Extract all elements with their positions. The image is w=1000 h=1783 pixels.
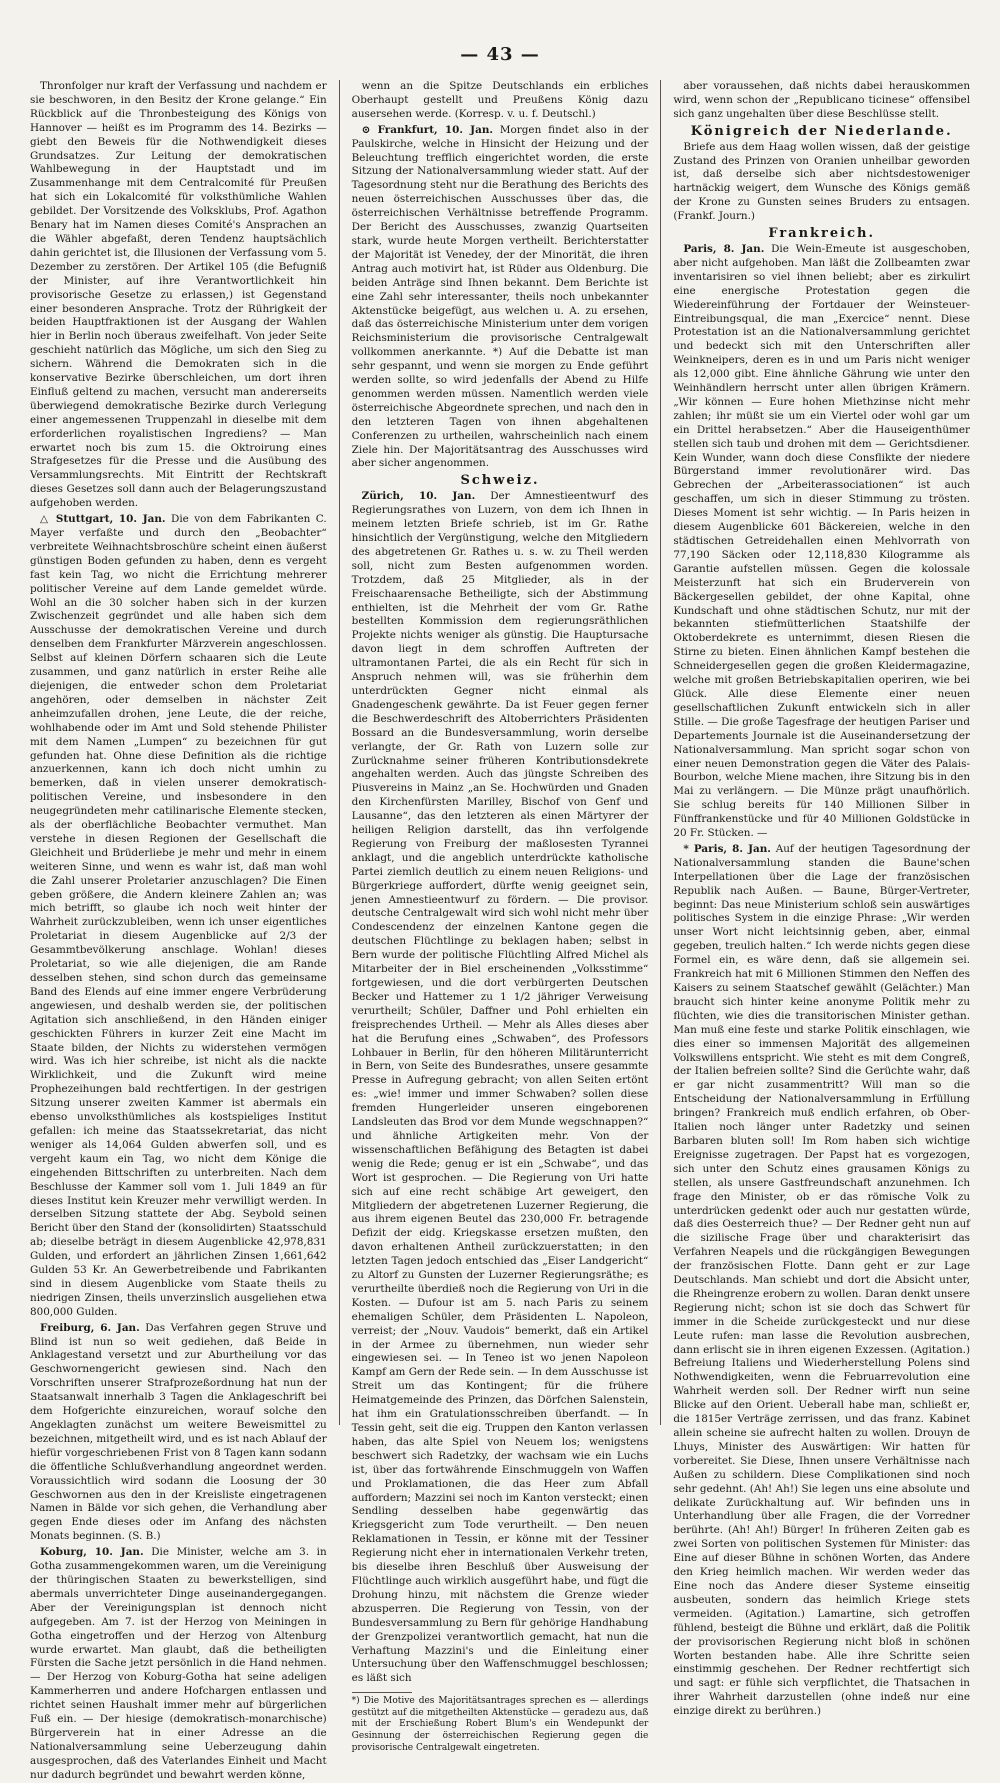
paragraph: Briefe aus dem Haag wollen wissen, daß der geistige Zustand des Prinzen von Oranien unheilbar geworden ist, daß derselbe sich aber nichtsdestoweniger hartnäckig weigert, dem Wunsche des Königs gemäß der Krone zu Gunsten seines Bruders zu entsagen. (Frankf. Journ.) [673,140,971,223]
paragraph [352,490,649,1686]
page-number: — 43 — [460,44,540,65]
article-text: Morgen findet also in der Paulskirche, welche in Hinsicht der Heizung und der Beleuchtung trefflich eingerichtet worden, die erste Sitzung der Nationalversammlung wieder statt. Auf der Tagesordnung steht nur die Berathung des Berichts des neuen österreichischen Ausschusses über das, die österreichischen Verhältnisse betreffende Programm. Der Bericht des Ausschusses, zwanzig Quartseiten stark, wurde heute Morgen vertheilt. Berichterstatter der Majorität ist Venedey, der der Minorität, die ihren Antrag auch motivirt hat, ist Rüder aus Oldenburg. Die beiden Anträge sind Ihnen bekannt. Dem Berichte ist eine Zahl sehr interessanter, theils noch unbekannter Aktenstücke beigefügt, aus welchen u. A. zu ersehen, daß das österreichische Ministerium unter dem vorigen Reichsministerium die provisorische Centralgewalt vollkommen anerkannte. *) Auf die Debatte ist man sehr gespannt, und wenn sie morgen zu Ende geführt werden sollte, so wird jedenfalls der Abend zu Hilfe genommen werden müssen. Namentlich werden viele österreichische Abgeordnete sprechen, und nach den in den letzteren Tagen von ihnen abgehaltenen Conferenzen zu urtheilen, wahrscheinlich nach einem Ziele hin. Der Majoritätsantrag des Ausschusses wird aber sicher angenommen. [351,123,649,470]
paragraph [30,513,327,1320]
article-text: Die Minister, welche am 3. in Gotha zusammengekommen waren, um die Vereinigung der thüringischen Staaten zu bewerkstelligen, sind abermals unverrichteter Dinge auseinandergegangen. Aber der Vereinigungsplan ist dennoch nicht aufgegeben. Am 7. ist der Herzog von Meiningen in Gotha eingetroffen und der Herzog von Altenburg wurde erwartet. Man glaubt, daß die betheiligten Fürsten die Sache jetzt persönlich in die Hand nehmen. — Der Herzog von Koburg-Gotha hat seine adeligen Kammerherren und andere Hofchargen entlassen und richtet seinen Haushalt immer mehr auf bürgerlichen Fuß ein. — Der hiesige (demokratisch-monarchische) Bürgerverein hat in einer Adresse an die Nationalversammlung seine Ueberzeugung dahin ausgesprochen, daß des Vaterlandes Einheit und Macht nur dadurch begründet und bewahrt werden könne, [30,1546,327,1781]
column-divider [339,80,340,1425]
paragraph [673,843,970,1719]
article-text: Der Amnestieentwurf des Regierungsrathes von Luzern, von dem ich Ihnen in meinem letzten Briefe schrieb, ist im Gr. Rathe hinsichtlich der Vergünstigung, welche den Mitgliedern des abgetretenen Gr. Rathes u. s. w. zu Theil werden soll, nicht zum Besten aufgenommen worden. Trotzdem, daß 25 Mitglieder, als in der Freischaarensache Betheiligte, sich der Abstimmung enthielten, ist die Mehrheit der vom Gr. Rathe bestellten Kommission dem regierungsräthlichen Projekte nichts weniger als günstig. Die Hauptursache davon liegt in dem schroffen Auftreten der ultramontanen Partei, die als ein Recht für sich in Anspruch nehmen will, was sie früherhin dem unterdrückten Gegner nicht einmal als Gnadengeschenk gewährte. Da ist Feuer gegen ferner die Beschwerdeschrift des Altoberrichters Präsidenten Bossard an die Bundesversammlung, worin derselbe verlangte, der Gr. Rath von Luzern solle zur Zurücknahme seiner früheren Kontributionsdekrete angehalten werden. Auch das jüngste Schreiben des Piusvereins in Mainz „an Se. Hochwürden und Gnaden den Kirchenfürsten Marilley, Bischof von Genf und Lausanne“, das den letzteren als einen Märtyrer der heiligen Religion darstellt, das ihn verfolgende Regierung von Freiburg der maßlosesten Tyrannei anklagt, und die angeblich unterdrückte katholische Partei ziemlich deutlich zu einem neuen Religions- und Bürgerkriege auffordert, dürfte wenig geeignet sein, jenen Amnestieentwurf zu fördern. — Die provisor. deutsche Centralgewalt wird sich wohl nicht mehr über Condescendenz der einzelnen Kantone gegen die deutschen Flüchtlinge zu beklagen haben; selbst in Bern wurde der politische Flüchtling Alfred Michel als Mitarbeiter der in Biel erscheinenden „Volksstimme“ fortgewiesen, und die dort verbürgerten Deutschen Becker und Hattemer zu 1 1/2 jähriger Verweisung verurtheilt; Schüler, Daffner und Pohl erhielten ein freisprechendes Urtheil. — Mehr als Alles dieses aber hat die Berufung eines „Schwaben“, des Professors Lohbauer in Berlin, für den höheren Militärunterricht in Bern, von Seite des Bundesrathes, unsere gesammte Presse in Aufregung gebracht; von allen Seiten ertönt es: „wie! immer und immer Schwaben? sollen diese fremden Hungerleider unseren eingeborenen Landsleuten das Brod vor dem Munde wegschnappen?“ und ähnliche Artigkeiten mehr. Von der wissenschaftlichen Befähigung des Betagten ist dabei wenig die Rede; genug er ist ein „Schwabe“, und das Wort ist gesprochen. — Die Regierung von Uri hatte sich auf eine recht schäbige Art geweigert, den Mitgliedern der abgetretenen Luzerner Regierung, die aus ihrem eigenen Beutel das 230,000 Fr. betragende Defizit der eidg. Kriegskasse ersetzen mußten, den davon erhaltenen Antheil zurückzuerstatten; in den letzten Tagen jedoch entschied das „Eiser Landgericht“ zu Altorf zu Gunsten der Luzerner Regierungsräthe; es verurtheilte überdieß noch die Regierung von Uri in die Kosten. — Dufour ist am 5. nach Paris zu seinem ehemaligen Schüler, dem Präsidenten L. Napoleon, verreist; der „Nouv. Vaudois“ bemerkt, daß ein Artikel in der Armee zu übernehmen, nun wieder sehr eingewiesen sei. — In Teneo ist wo jenen Napoleon Kampf am Gern der Rede sein. — In dem Ausschusse ist Streit um das Kontingent; für die frühere Heimatgemeinde des Prinzen, das Dörfchen Salenstein, hat ihm ein Gratulationsschreiben überfandt. — In Tessin geht, seit die eig. Truppen den Kanton verlassen haben, das alte Spiel von Neuem los; wenigstens beschwert sich Radetzky, der wachsam wie ein Luchs ist, über das fortwährende Einschmuggeln von Waffen und Proklamationen, die das Heer zum Abfall auffordern; Mazzini sei noch im Kanton versteckt; einen Sendling desselben habe gegenwärtig das Kriegsgericht zum Tode verurtheilt. — Den neuen Reklamationen in Tessin, er könne mit der Tessiner Regierung nicht eher in internationalen Verkehr treten, bis dieselbe ihren Beschluß über Ausweisung der Flüchtlinge auch wirklich ausgeführt habe, und fügt die Drohung hinzu, mit nächstem die Grenze wieder abzusperren. Die Regierung von Tessin, von der Bundesversammlung zu Bern für gehörige Handhabung der Grenzpolizei verantwortlich gemacht, hat nun die Verhaftung Mazzini's und die Einleitung einer Untersuchung über den Waffenschmuggel beschlossen; es läßt sich [351,490,649,1685]
dateline-zuerich: Zürich, 10. Jan. [361,490,476,503]
section-heading-niederlande: Königreich der Niederlande. [690,123,953,139]
dateline-frankfurt: ⊙ Frankfurt, 10. Jan. [361,123,493,136]
column-1 [30,80,327,1781]
footnote: *) Die Motive des Majoritätsantrages sprechen es — allerdings gestützt auf die mitgetheilten Aktenstücke — geradezu aus, daß mit der Erschießung Robert Blum's ein Wendepunkt der Gesinnung der österreichischen Regierung gegen die provisorische Centralgewalt eingetreten. [351,1696,649,1753]
dateline-freiburg: Freiburg, 6. Jan. [40,1321,140,1334]
column-2 [351,80,649,1753]
paragraph [30,1546,327,1782]
section-heading-frankreich: Frankreich. [768,226,876,242]
article-text: Die Wein-Emeute ist ausgeschoben, aber nicht aufgehoben. Man läßt die Zollbeamten zwar inventarisiren so viel ihnen beliebt; aber es zirkulirt eine energische Protestation gegen die Wiedereinführung der Fortdauer der Weinsteuer-Eintreibungsqual, die man „Exercice“ nennt. Diese Protestation ist an die Nationalversammlung gerichtet und bedeckt sich mit den Unterschriften aller Weinkneipers, deren es in und um Paris nicht weniger als 12,000 gibt. Eine ähnliche Gährung wie unter den Weinhändlern herrscht unter allen übrigen Krämern. „Wir können — Eure hohen Miethzinse nicht mehr zahlen; ihr müßt sie um ein Viertel oder wohl gar um ein Drittel herabsetzen.“ Aber die Hauseigenthümer stellen sich taub und drohen mit dem — Gerichtsdiener. Kein Wunder, wann doch diese Consflikte der niedere Bürgerstand immer revolutionärer wird. Das Gebrechen der „Arbeiterassociationen“ ist auch geschaffen, um sich in dieser Stimmung zu trösten. Dieses Moment ist sehr wichtig. — In Paris heizen in diesem Augenblicke 601 Bäckereien, welche in den städtischen Getreidehallen einen Mehlvorrath von 77,190 Säcken oder 12,118,830 Kilogramme als Garantie aufstellen müssen. Gegen die kolossale Meisterzunft hat sich ein Bruderverein von Bäckergesellen gebildet, der ohne Kapital, ohne Kundschaft und ohne städtischen Schutz, nur mit der bekannten stiefmütterlichen Staatshilfe der Oktoberdekrete es unternimmt, diesen Riesen die Stirne zu bieten. Einen ähnlichen Kampf bestehen die Schneidergesellen gegen die großen Kleidermagazine, welche mit großen Betriebskapitalien operiren, wie bei Glück. Alle diese Elemente einer neuen gesellschaftlichen Zukunft entwickeln sich in aller Stille. — Die große Tagesfrage der heutigen Pariser und Departements Journale ist die Auseinandersetzung der Nationalversammlung. Man spricht sogar schon von einer neuen Demonstration gegen die Väter des Palais-Bourbon, welche Miene machen, ihre Sitzung bis in den Mai zu verlängern. — Die Münze prägt unaufhörlich. Sie schlug bereits für 140 Millionen Silber in Fünffrankenstücke und für 40 Millionen Goldstücke in 20 Fr. Stücken. — [673,242,971,840]
dateline-paris: Paris, 8. Jan. [683,242,765,255]
paragraph [352,124,649,472]
dateline-paris-2: * Paris, 8. Jan. [683,842,771,855]
paragraph: wenn an die Spitze Deutschlands ein erbliches Oberhaupt gestellt und Preußens König dazu ausersehen werde. (Korresp. v. u. f. Deutschl.) [351,80,649,120]
newspaper-columns [30,80,971,1781]
article-text: Auf der heutigen Tagesordnung der Nationalversammlung standen die Baune'schen Interpellationen über die Lage der französischen Republik nach Außen. — Baune, Bürger-Vertreter, beginnt: Das neue Ministerium schloß sein auswärtiges politisches System in die einzige Phrase: „Wir werden unser Wort nicht leichtsinnig geben, aber, einmal gegeben, treulich halten.“ Ich werde nichts gegen diese Formel ein, es wäre denn, daß sie allgemein sei. Frankreich hat mit 6 Millionen Stimmen den Neffen des Kaisers zu seinem Staatschef gewählt (Gelächter.) Man braucht sich hinter keine anonyme Politik mehr zu flüchten, wie dies die transitorischen Minister gethan. Man muß eine feste und starke Politik einschlagen, wie dies einer so immensen Majorität des allgemeinen Volkswillens entspricht. Wie steht es mit dem Congreß, der Italien befreien sollte? Sind die Gerüchte wahr, daß er gar nicht zusammentritt? Will man so die Entscheidung der Nationalversammlung in Erfüllung bringen? Frankreich muß endlich erfahren, ob Ober-Italien noch länger unter Radetzky und seinen Barbaren bluten soll! Im Rom haben sich wichtige Ereignisse zugetragen. Der Papst hat es vorgezogen, sich unter den Schutz eines grausamen Königs zu stellen, als unsere Gastfreundschaft anzunehmen. Ich frage den Minister, ob er das römische Volk zu unterdrücken gedenkt oder auch nur gestatten würde, daß dies Oesterreich thue? — Der Redner geht nun auf die sizilische Frage über und charakterisirt das Verfahren Neapels und die rückgängigen Bewegungen der französischen Flotte. Dann geht er zur Lage Deutschlands. Man schiebt und dort die Absicht unter, die Rheingrenze erobern zu wollen. Daran denkt unsere Regierung nicht; schon ist sie doch das Schwert für immer in die Scheide zurückgesteckt und nur diese Leute rufen: man lasse die Revolution ausbrechen, dann erlischt sie in ihren eigenen Exzessen. (Agitation.) Befreiung Italiens und Wiederherstellung Polens sind Nothwendigkeiten, wenn die Februarrevolution eine Wahrheit werden soll. Der Redner wirft nun seine Blicke auf den Orient. Ueberall habe man, schließt er, die 1815er Verträge zerrissen, und das franz. Kabinet allein scheine sie aufrecht halten zu wollen. Drouyn de Lhuys, Minister des Auswärtigen: Wir hatten für vorbereitet. Sie Diese, Ihnen unsere Verhältnisse nach Außen zu schildern. Diese Complikationen sind noch sehr gedehnt. (Ah! Ah!) Sie legen uns eine absolute und delikate Zurückhaltung auf. Wir befinden uns in Unterhandlung über alle Fragen, die der Vorredner berührte. (Ah! Ah!) Bürger! In früheren Zeiten gab es zwei Sorten von politischen Systemen für Minister: das Eine auf dieser Bühne in schönen Worten, das Andere den Krieg heimlich machen. Wir werden weder das Eine noch das Andere dieser Systeme einseitig ausbeuten, sondern das heimlich Kriege stets vermeiden. (Agitation.) Lamartine, sich getroffen fühlend, besteigt die Bühne und erklärt, daß die Politik der provisorischen Regierung nicht bloß in schönen Worten bestanden habe. Alle ihre Schritte seien einstimmig geschehen. Der Redner rechtfertigt sich und sagt: er fühle sich verpflichtet, die Thatsachen in ihrer Wahrheit darzustellen (ohne indeß nur eine einzige direkt zu berühren.) [673,842,971,1718]
article-text: Die von dem Fabrikanten C. Mayer verfaßte und durch den „Beobachter“ verbreitete Weihnachtsbroschüre scheint einen äußerst günstigen Boden gefunden zu haben, denn es vergeht fast kein Tag, wo nicht die Errichtung mehrerer politischer Vereine auf dem Lande gemeldet würde. Wohl an die 30 solcher haben sich in der kurzen Zwischenzeit gegründet und alle haben sich dem Ausschusse der demokratischen Vereine und durch denselben dem Frankfurter Märzverein angeschlossen. Selbst auf kleinen Dörfern schaaren sich die Leute zusammen, und ganz natürlich in erster Reihe alle diejenigen, die entweder schon dem Proletariat angehören, oder demselben in nächster Zeit anheimzufallen drohen, jene Leute, die der reiche, wohlhabende oder im Amt und Sold stehende Philister mit dem Namen „Lumpen“ zu bezeichnen für gut gefunden hat. Ohne diese Definition als die richtige anzuerkennen, kann ich doch nicht umhin zu bemerken, daß in vielen unserer demokratisch-politischen Vereine, und insbesondere in den neugegründeten mehr catilinarische Elemente stecken, als der oberflächliche Beobachter vermuthet. Man verstehe in diesen Regionen der Gesellschaft die Gleichheit und Brüderliebe je mehr und mehr in einem weiteren Sinne, und wenn es wahr ist, daß man wohl die Zahl unserer Proletarier anzuschlagen? Die Einen geben größere, die Andern kleinere Zahlen an; was mich betrifft, so glaube ich noch weit hinter der Wahrheit zurückzubleiben, wenn ich unser eigentliches Proletariat in diesem Augenblicke auf 2/3 der Gesammtbevölkerung anschlage. Wohlan! dieses Proletariat, so wie alle diejenigen, die am Rande desselben stehen, sind schon durch das gemeinsame Band des Elends auf eine immer engere Verbrüderung angewiesen, und deshalb werden sie, der politischen Agitation sich anschließend, in den Händen einiger geschickten Führers in kurzer Zeit eine Macht im Staate bilden, der Nichts zu widerstehen vermögen wird. Was ich hier schreibe, ist nicht als die nackte Wirklichkeit, und die Zukunft wird meine Prophezeihungen bald rechtfertigen. In der gestrigen Sitzung unserer zweiten Kammer ist abermals ein ebenso unvolksthümliches als kostspieliges Institut gefallen: ich meine das Staatssekretariat, das nicht weniger als 14,064 Gulden abwerfen soll, und es vergeht kaum ein Tag, wo nicht dem Könige die eingehenden Bittschriften zu unterbreiten. Nach dem Beschlusse der Kammer soll vom 1. Juli 1849 an für dieses Institut kein Kreuzer mehr verwilligt werden. In derselben Sitzung stattete der Abg. Seybold seinen Bericht über den Stand der (konsolidirten) Staatsschuld ab; dieselbe beträgt in diesem Augenblicke 42,978,831 Gulden, und erfordert an jährlichen Zinsen 1,661,642 Gulden 53 Kr. An Gewerbetreibende und Fabrikanten sind in diesem Augenblicke vom Staate theils zu niedrigen Zinsen, theils unverzinslich ausgeliehen etwa 800,000 Gulden. [30,513,327,1318]
footnote-separator [352,1692,412,1693]
paragraph: Thronfolger nur kraft der Verfassung und nachdem er sie beschworen, in den Besitz der Krone gelange.“ Ein Rückblick auf die Thronbesteigung des Königs von Hannover — heißt es im Programm des 14. Bezirks — giebt den Beweis für die Nothwendigkeit dieses Grundsatzes. Zur Leitung der demokratischen Wahlbewegung in der Hauptstadt und im Zusammenhange mit dem Centralcomité für Preußen hat sich ein Lokalcomité für volksthümliche Wahlen gebildet. Der Vorsitzende des Volksklubs, Prof. Agathon Benary hat im Namen dieses Comité's Ansprachen an die Wähler abgefaßt, deren Tendenz hauptsächlich dahin gerichtet ist, die Illusionen der Verfassung vom 5. Dezember zu zerstören. Der Artikel 105 (die Befugniß der Minister, auf ihre Verantwortlichkeit hin provisorische Gesetze zu erlassen,) ist Gegenstand einer besonderen Ansprache. Trotz der Rührigkeit der beiden Hauptfraktionen ist der Ausgang der Wahlen hier in Berlin noch überaus zweifelhaft. Von jeder Seite geschieht natürlich das Mögliche, um sich den Sieg zu sichern. Während die Demokraten sich in die konservative Bezirke überschleichen, um dort ihren Einfluß geltend zu machen, versucht man andererseits überwiegend demokratische Bezirke durch Verlegung einer angemessenen Truppenzahl in dieselbe mit dem erforderlichen royalistischen Ingrediens? — Man erwartet noch bis zum 15. die Oktroirung eines Strafgesetzes für die Presse und die Ausübung des Versammlungsrechts. Mit Eintritt der Rechtskraft dieses Gesetzes soll dann auch der Belagerungszustand aufgehoben werden. [30,80,327,510]
article-text: Das Verfahren gegen Struve und Blind ist nun so weit gediehen, daß Beide in Anklagestand versetzt und zur Aburtheilung vor das Geschwornengericht gewiesen sind. Nach den Vorschriften unserer Strafprozeßordnung hat nun der Staatsanwalt innerhalb 3 Tagen die Anklageschrift bei dem Hofgerichte einzureichen, worauf solche den Angeklagten zunächst um weitere Beweismittel zu bezeichnen, mitgetheilt wird, und es ist nach Ablauf der hiefür vorgeschriebenen Frist von 8 Tagen kann sodann die öffentliche Schlußverhandlung angeordnet werden. Voraussichtlich wird sodann die Loosung der 30 Geschwornen aus den in der Kreisliste eingetragenen Namen in Bälde vor sich gehen, die Verhandlung aber gegen Ende dieses oder im Anfang des nächsten Monats beginnen. (S. B.) [30,1321,327,1543]
paragraph [30,1322,327,1545]
column-divider [660,80,661,1425]
paragraph [673,243,970,841]
section-heading-schweiz: Schweiz. [460,473,540,489]
column-3 [673,80,971,1718]
dateline-stuttgart: △ Stuttgart, 10. Jan. [40,513,166,526]
paragraph: aber voraussehen, daß nichts dabei herauskommen wird, wenn schon der „Republicano ticinese“ offensibel sich ganz ungehalten über diese Beschlüsse stellt. [673,80,971,120]
dateline-koburg: Koburg, 10. Jan. [40,1546,144,1559]
